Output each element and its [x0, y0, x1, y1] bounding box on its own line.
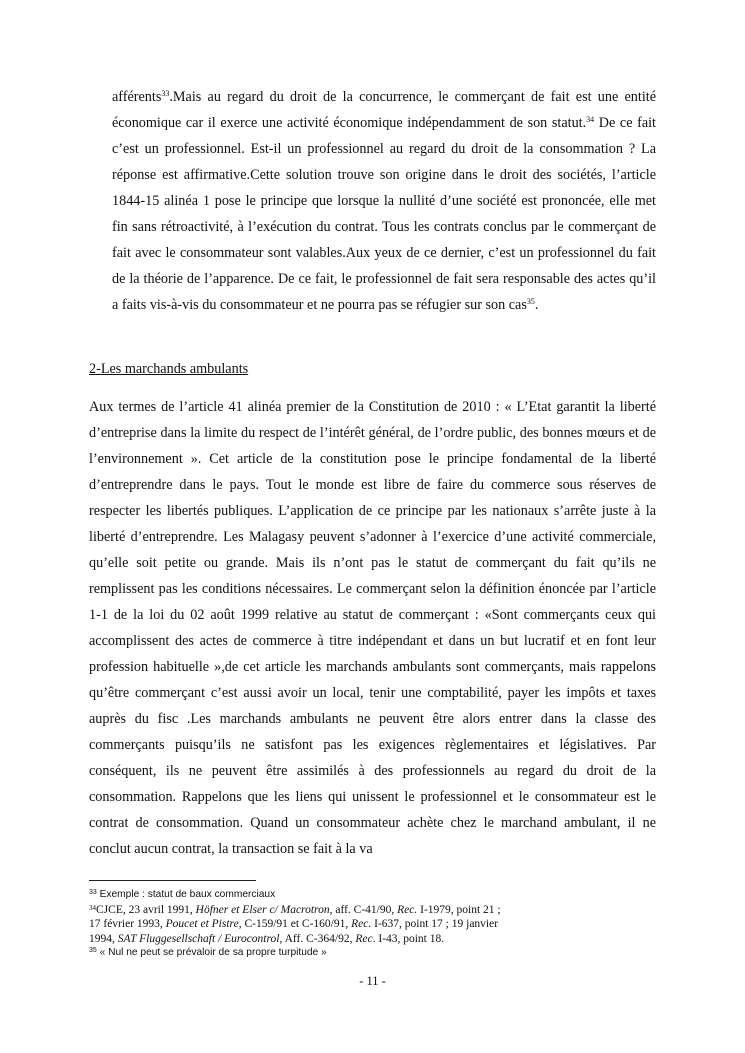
footnotes	[89, 888, 649, 961]
body-paragraph-block	[89, 394, 656, 862]
body-paragraph: Aux termes de l’article 41 alinéa premier de la Constitution de 2010 : « L’Etat garantit la liberté d’entreprise dans la limite du respect de l’intérêt général, de l’ordre public, des bonnes mœurs et de l’environnement ». Cet article de la constitution pose le principe fondamental de la liberté d’entreprendre dans le pays. Tout le monde est libre de faire du commerce sous réserves de respecter les libertés publiques. L’application de ce principe par les nationaux s’arrête juste à la liberté d’entreprendre. Les Malagasy peuvent s’adonner à l’exercice d’une activité commerciale, qu’elle soit petite ou grande. Mais ils n’ont pas le statut de commerçant du fait qu’ils ne remplissent pas les conditions nécessaires. Le commerçant selon la définition énoncée par l’article 1-1 de la loi du 02 août 1999 relative au statut de commerçant : «Sont commerçants ceux qui accomplissent des actes de commerce à titre indépendant et dans un but lucratif et en font leur profession habituelle »,de cet article les marchands ambulants sont commerçants, mais rappelons qu’être commerçant c’est aussi avoir un local, tenir une comptabilité, payer les impôts et taxes auprès du fisc .Les marchands ambulants ne peuvent être alors entrer dans la classe des commerçants puisqu’ils ne satisfont pas les exigences règlementaires et législatives. Par conséquent, ils ne peuvent être assimilés à des professionnels au regard du droit de la consommation. Rappelons que les liens qui unissent le professionnel et le consommateur est le contrat de consommation. Quand un consommateur achète chez le marchand ambulant, il ne conclut aucun contrat, la transaction se fait à la va	[89, 399, 656, 857]
page-number: - 11 -	[359, 974, 386, 988]
footnote-ref-35: 35	[526, 297, 535, 306]
indented-paragraph: afférents$^{33}$.Mais au regard du droit de la concurrence, le commerçant de fait est une entité économique car il exerce une activité économique indépendamment de son statut.$^{34}$ De ce fait c’est un professionnel. Est-il un professionnel au regard du droit de la consommation ? La réponse est affirmative.Cette solution trouve son origine dans le droit des sociétés, l’article 1844-15 alinéa 1 pose le principe que lorsque la nullité d’une société est prononcée, elle met fin sans rétroactivité, à l’exécution du contrat. Tous les contrats conclus par le commerçant de fait avec le consommateur sont valables.Aux yeux de ce dernier, c’est un professionnel du fait de la théorie de l’apparence. De ce fait, le professionnel de fait sera responsable des actes qu’il a faits vis-à-vis du consommateur et ne pourra pas se réfugier sur son cas$^{35}$.	[112, 89, 656, 313]
footnote-35: $^{35}$ « Nul ne peut se prévaloir de sa propre turpitude »	[89, 947, 327, 958]
footnote-34: $^{34}$CJCE, 23 avril 1991, Höfner et Elser c/ Macrotron, aff. C-41/90, Rec. I-1979, point 21 ; 17 février 1993, Poucet et Pistre, C-159/91 et C-160/91, Rec. I-637, point 17 ; 19 janvier 1994, SAT Fluggesellschaft / Eurocontrol, Aff. C-364/92, Rec. I-43, point 18.	[89, 903, 501, 945]
footnote-separator	[89, 880, 256, 881]
section-title: 2-Les marchands ambulants	[89, 361, 249, 377]
footnote-ref-33: 33	[161, 89, 170, 98]
footnote-33: $^{33}$ Exemple : statut de baux commerciaux	[89, 889, 276, 900]
indented-paragraph-block	[112, 84, 656, 318]
footnote-ref-34: 34	[586, 115, 595, 124]
